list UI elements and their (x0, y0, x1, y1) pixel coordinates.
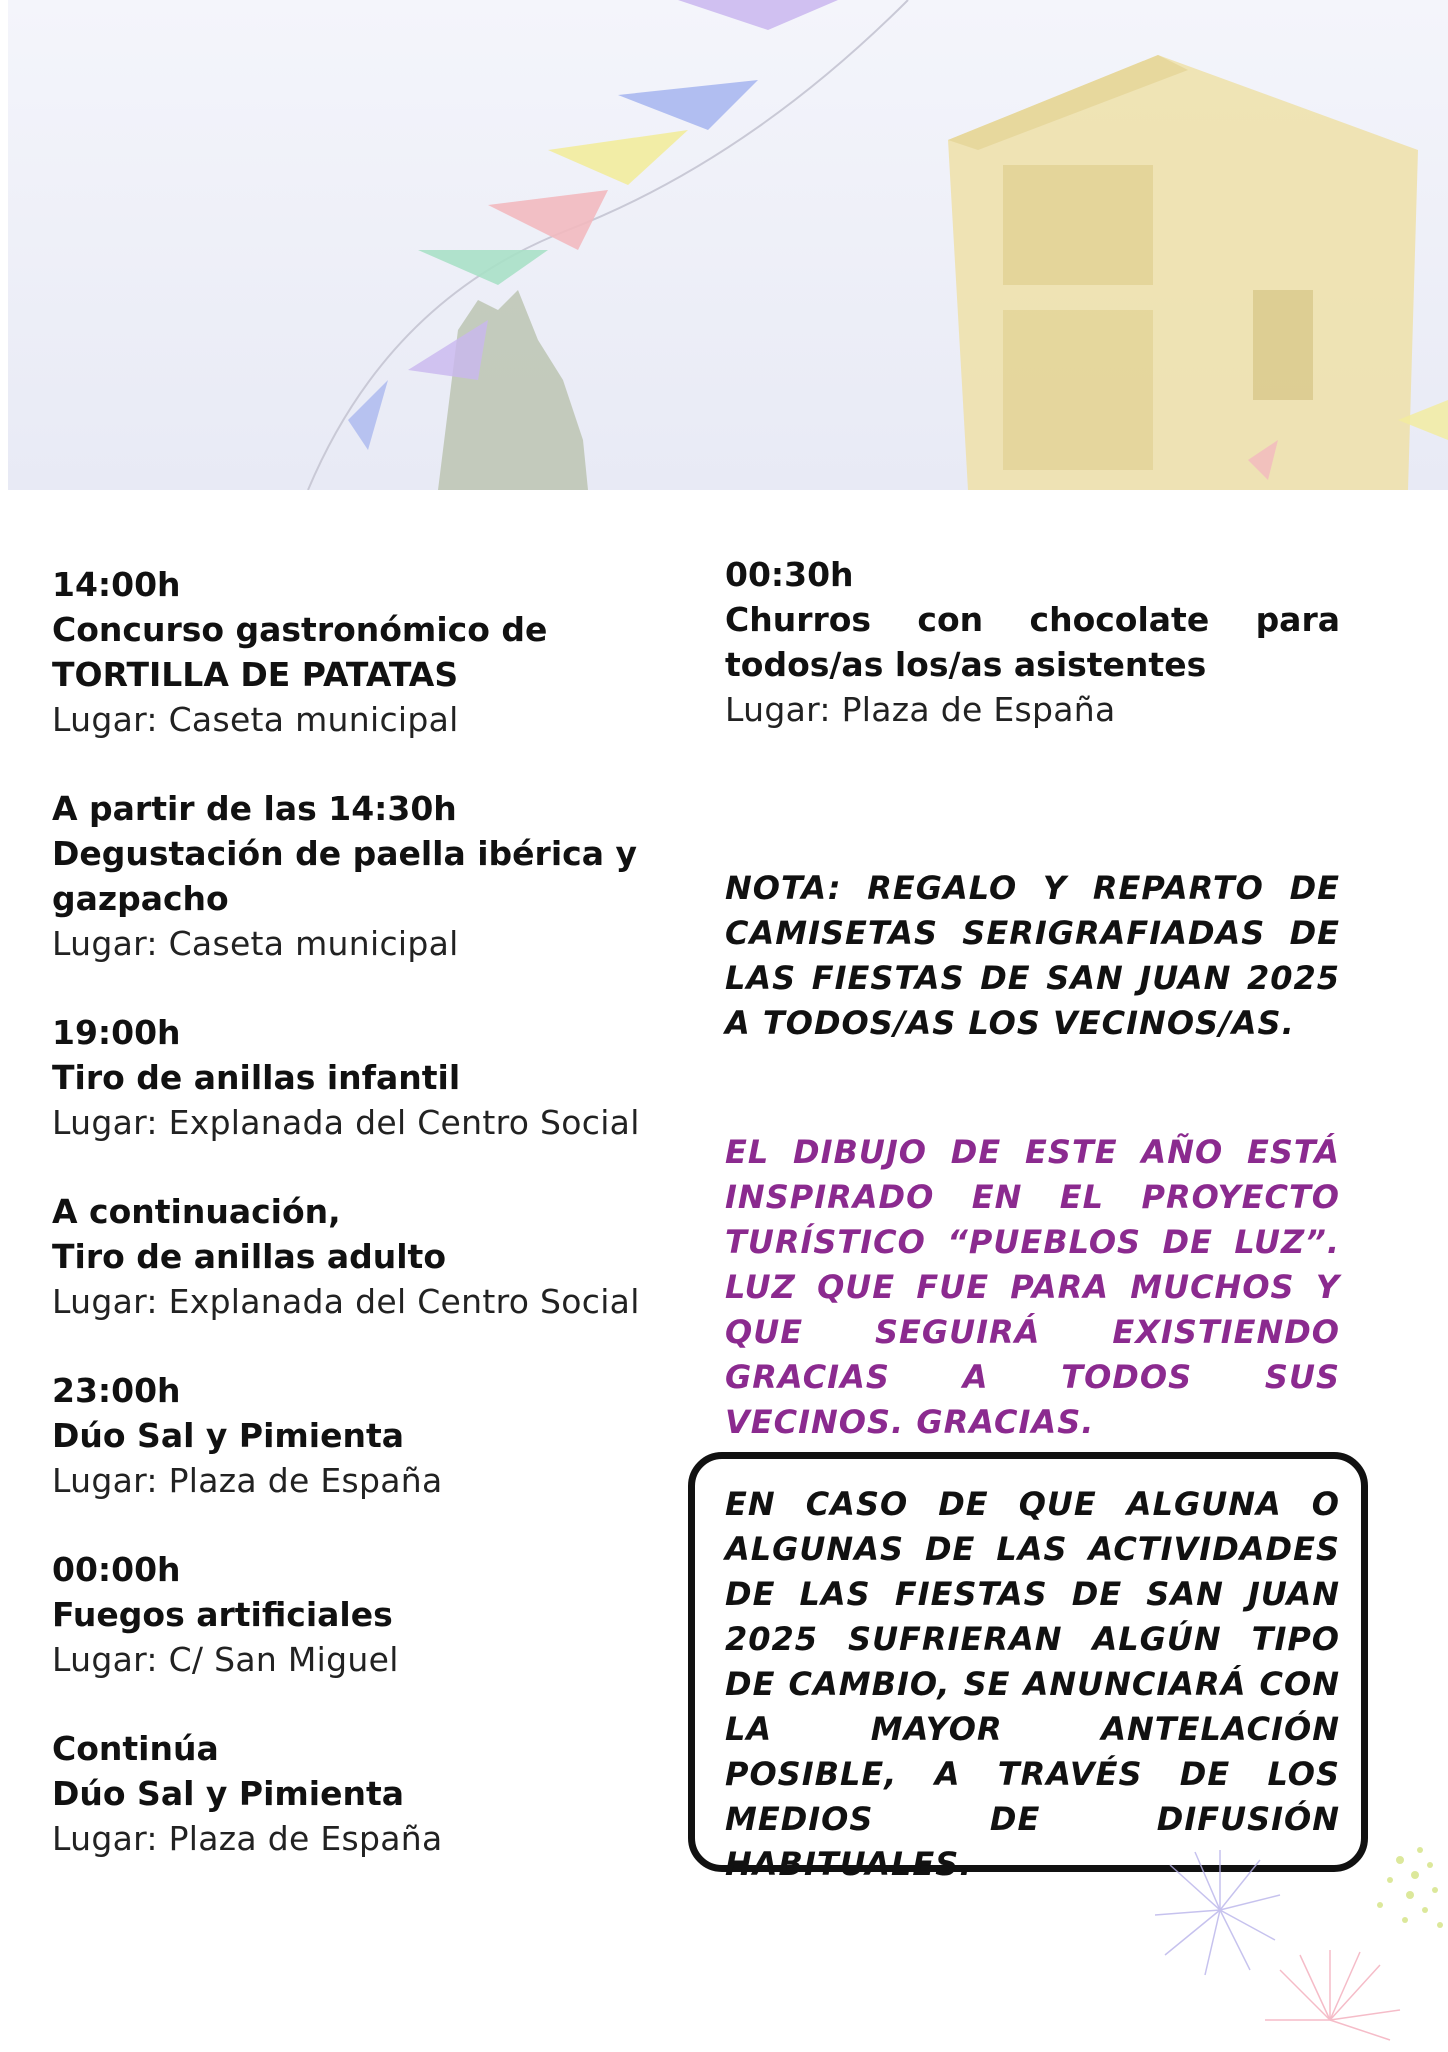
schedule-left-column (52, 562, 662, 1905)
fireworks-decoration (1110, 1840, 1448, 2048)
event-title: Dúo Sal y Pimienta (52, 1774, 404, 1813)
event-title: Tiro de anillas adulto (52, 1237, 446, 1276)
event-title: TORTILLA DE PATATAS (52, 655, 459, 694)
header-photo (8, 0, 1448, 490)
event-tiro-anillas-adulto (52, 1189, 662, 1324)
event-title: gazpacho (52, 879, 229, 918)
festival-bunting-tower-illustration (8, 0, 1448, 490)
event-title: Dúo Sal y Pimienta (52, 1416, 404, 1455)
event-time: A continuación, (52, 1192, 341, 1231)
event-paella-tasting (52, 786, 662, 966)
event-title: Fuegos artificiales (52, 1595, 393, 1634)
notice-text: EN CASO DE QUE ALGUNA O ALGUNAS DE LAS ACTIVIDADES DE LAS FIESTAS DE SAN JUAN 2025 SUFRIERAN ALGÚN TIPO DE CAMBIO, SE ANUNCIARÁ CON LA MAYOR ANTELACIÓN POSIBLE, A TRAVÉS DE LOS MEDIOS DE DIFUSIÓN HABITUALES. (725, 1485, 1340, 1883)
fireworks-icon (1110, 1840, 1448, 2048)
event-churros (725, 552, 1340, 732)
event-time: A partir de las 14:30h (52, 789, 457, 828)
event-tiro-anillas-infantil (52, 1010, 662, 1145)
drawing-note: EL DIBUJO DE ESTE AÑO ESTÁ INSPIRADO EN EL PROYECTO TURÍSTICO “PUEBLOS DE LUZ”. LUZ QUE FUE PARA MUCHOS Y QUE SEGUIRÁ EXISTIENDO GRACIAS A TODOS SUS VECINOS. GRACIAS. (725, 1133, 1340, 1441)
event-place: Lugar: Plaza de España (725, 690, 1116, 729)
event-place: Lugar: Caseta municipal (52, 924, 459, 963)
event-place: Lugar: Explanada del Centro Social (52, 1103, 640, 1142)
schedule-right-column (725, 552, 1340, 776)
event-place: Lugar: Explanada del Centro Social (52, 1282, 640, 1321)
event-title: Tiro de anillas infantil (52, 1058, 461, 1097)
event-time: 14:00h (52, 565, 181, 604)
event-time: Continúa (52, 1729, 219, 1768)
event-title: Concurso gastronómico de (52, 610, 548, 649)
event-time: 00:00h (52, 1550, 181, 1589)
event-tortilla-contest (52, 562, 662, 742)
event-time: 23:00h (52, 1371, 181, 1410)
event-time: 00:30h (725, 555, 854, 594)
event-duo-continua (52, 1726, 662, 1861)
event-fuegos-artificiales (52, 1547, 662, 1682)
event-title: Churros con chocolate para todos/as los/as asistentes (725, 600, 1340, 684)
tshirt-note: NOTA: REGALO Y REPARTO DE CAMISETAS SERIGRAFIADAS DE LAS FIESTAS DE SAN JUAN 2025 A TODOS/AS LOS VECINOS/AS. (725, 869, 1340, 1042)
event-time: 19:00h (52, 1013, 181, 1052)
event-title: Degustación de paella ibérica y (52, 834, 637, 873)
event-place: Lugar: Plaza de España (52, 1461, 443, 1500)
event-duo-sal-pimienta (52, 1368, 662, 1503)
event-place: Lugar: Plaza de España (52, 1819, 443, 1858)
event-place: Lugar: C/ San Miguel (52, 1640, 399, 1679)
event-place: Lugar: Caseta municipal (52, 700, 459, 739)
